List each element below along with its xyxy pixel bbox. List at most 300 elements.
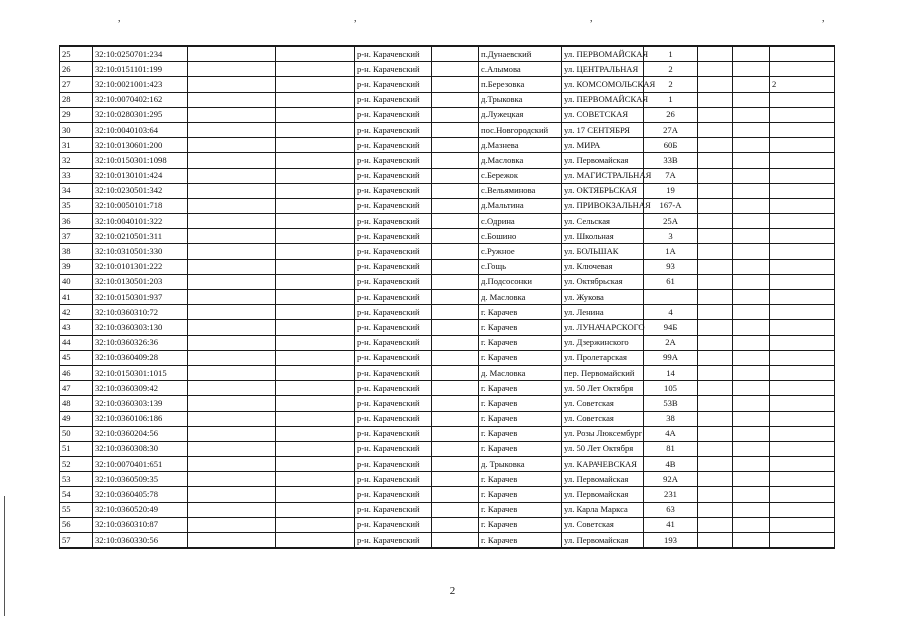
empty-cell	[733, 426, 770, 441]
spacer-cell	[432, 77, 479, 92]
empty-cell	[733, 214, 770, 229]
building-number: 1А	[644, 244, 698, 259]
header-mark: ,	[822, 13, 825, 24]
row-number: 55	[60, 502, 93, 517]
street: ул. Первомайская	[562, 533, 644, 549]
empty-cell	[733, 153, 770, 168]
row-number: 27	[60, 77, 93, 92]
row-number: 41	[60, 290, 93, 305]
empty-cell	[698, 259, 733, 274]
empty-cell	[276, 214, 355, 229]
row-number: 56	[60, 517, 93, 532]
spacer-cell	[432, 381, 479, 396]
empty-cell	[188, 92, 276, 107]
street: ул. ПЕРВОМАЙСКАЯ	[562, 92, 644, 107]
empty-cell	[276, 198, 355, 213]
settlement: с.Одрина	[479, 214, 562, 229]
street: ул. Карла Маркса	[562, 502, 644, 517]
register-rows	[60, 46, 835, 548]
district: р-н. Карачевский	[355, 472, 432, 487]
empty-cell	[698, 487, 733, 502]
street: ул. Ленина	[562, 305, 644, 320]
building-number: 4	[644, 305, 698, 320]
district: р-н. Карачевский	[355, 426, 432, 441]
settlement: д. Масловка	[479, 290, 562, 305]
cadastral-number: 32:10:0150301:1015	[93, 365, 188, 380]
building-number: 2	[644, 77, 698, 92]
spacer-cell	[432, 92, 479, 107]
empty-cell	[188, 138, 276, 153]
street: пер. Первомайский	[562, 365, 644, 380]
district: р-н. Карачевский	[355, 259, 432, 274]
table-row	[60, 533, 835, 549]
district: р-н. Карачевский	[355, 411, 432, 426]
cadastral-number: 32:10:0360520:49	[93, 502, 188, 517]
table-row	[60, 168, 835, 183]
extra-value	[770, 441, 835, 456]
empty-cell	[733, 122, 770, 137]
empty-cell	[276, 502, 355, 517]
street: ул. Розы Люксембург	[562, 426, 644, 441]
empty-cell	[188, 62, 276, 77]
building-number: 63	[644, 502, 698, 517]
settlement: г. Карачев	[479, 411, 562, 426]
empty-cell	[733, 457, 770, 472]
table-row	[60, 305, 835, 320]
building-number: 193	[644, 533, 698, 549]
empty-cell	[733, 335, 770, 350]
empty-cell	[188, 305, 276, 320]
table-row	[60, 365, 835, 380]
empty-cell	[188, 244, 276, 259]
empty-cell	[733, 502, 770, 517]
empty-cell	[188, 107, 276, 122]
building-number: 53В	[644, 396, 698, 411]
row-number: 48	[60, 396, 93, 411]
table-row	[60, 198, 835, 213]
empty-cell	[188, 335, 276, 350]
empty-cell	[698, 107, 733, 122]
empty-cell	[698, 183, 733, 198]
district: р-н. Карачевский	[355, 290, 432, 305]
spacer-cell	[432, 138, 479, 153]
cadastral-number: 32:10:0360405:78	[93, 487, 188, 502]
extra-value	[770, 46, 835, 62]
spacer-cell	[432, 153, 479, 168]
empty-cell	[188, 533, 276, 549]
cadastral-number: 32:10:0050101:718	[93, 198, 188, 213]
empty-cell	[276, 426, 355, 441]
extra-value	[770, 533, 835, 549]
empty-cell	[276, 487, 355, 502]
settlement: п.Березовка	[479, 77, 562, 92]
district: р-н. Карачевский	[355, 441, 432, 456]
extra-value	[770, 305, 835, 320]
empty-cell	[733, 77, 770, 92]
spacer-cell	[432, 502, 479, 517]
district: р-н. Карачевский	[355, 198, 432, 213]
district: р-н. Карачевский	[355, 396, 432, 411]
spacer-cell	[432, 107, 479, 122]
spacer-cell	[432, 198, 479, 213]
street: ул. ПЕРВОМАЙСКАЯ	[562, 46, 644, 62]
settlement: д.Трыковка	[479, 92, 562, 107]
empty-cell	[698, 138, 733, 153]
table-row	[60, 138, 835, 153]
extra-value	[770, 214, 835, 229]
empty-cell	[188, 229, 276, 244]
empty-cell	[188, 365, 276, 380]
street: ул. Советская	[562, 396, 644, 411]
settlement: п.Дунаевский	[479, 46, 562, 62]
table-row	[60, 472, 835, 487]
empty-cell	[733, 259, 770, 274]
empty-cell	[733, 411, 770, 426]
row-number: 25	[60, 46, 93, 62]
empty-cell	[733, 274, 770, 289]
district: р-н. Карачевский	[355, 62, 432, 77]
street: ул. Октябрьская	[562, 274, 644, 289]
cadastral-number: 32:10:0021001:423	[93, 77, 188, 92]
empty-cell	[698, 214, 733, 229]
spacer-cell	[432, 487, 479, 502]
table-row	[60, 320, 835, 335]
empty-cell	[698, 350, 733, 365]
district: р-н. Карачевский	[355, 77, 432, 92]
table-row	[60, 335, 835, 350]
extra-value	[770, 381, 835, 396]
empty-cell	[276, 259, 355, 274]
row-number: 51	[60, 441, 93, 456]
spacer-cell	[432, 259, 479, 274]
district: р-н. Карачевский	[355, 92, 432, 107]
header-mark: ,	[118, 13, 121, 24]
cadastral-number: 32:10:0360204:56	[93, 426, 188, 441]
empty-cell	[698, 457, 733, 472]
empty-cell	[733, 62, 770, 77]
table-row	[60, 46, 835, 62]
empty-cell	[698, 335, 733, 350]
empty-cell	[188, 198, 276, 213]
settlement: д. Трыковка	[479, 457, 562, 472]
spacer-cell	[432, 472, 479, 487]
empty-cell	[733, 183, 770, 198]
empty-cell	[733, 487, 770, 502]
empty-cell	[276, 335, 355, 350]
empty-cell	[698, 305, 733, 320]
empty-cell	[733, 198, 770, 213]
settlement: д.Мазнева	[479, 138, 562, 153]
settlement: г. Карачев	[479, 335, 562, 350]
spacer-cell	[432, 365, 479, 380]
extra-value	[770, 107, 835, 122]
row-number: 42	[60, 305, 93, 320]
empty-cell	[733, 305, 770, 320]
table-row	[60, 244, 835, 259]
spacer-cell	[432, 122, 479, 137]
district: р-н. Карачевский	[355, 457, 432, 472]
district: р-н. Карачевский	[355, 350, 432, 365]
street: ул. Советская	[562, 411, 644, 426]
empty-cell	[188, 457, 276, 472]
empty-cell	[698, 441, 733, 456]
spacer-cell	[432, 229, 479, 244]
empty-cell	[188, 472, 276, 487]
street: ул. Ключевая	[562, 259, 644, 274]
empty-cell	[188, 168, 276, 183]
district: р-н. Карачевский	[355, 244, 432, 259]
empty-cell	[188, 426, 276, 441]
cadastral-number: 32:10:0310501:330	[93, 244, 188, 259]
empty-cell	[733, 350, 770, 365]
extra-value	[770, 229, 835, 244]
empty-cell	[276, 472, 355, 487]
extra-value	[770, 487, 835, 502]
row-number: 50	[60, 426, 93, 441]
building-number: 26	[644, 107, 698, 122]
building-number: 60Б	[644, 138, 698, 153]
table-row	[60, 411, 835, 426]
table-row	[60, 517, 835, 532]
building-number: 231	[644, 487, 698, 502]
street: ул. СОВЕТСКАЯ	[562, 107, 644, 122]
settlement: с.Бошино	[479, 229, 562, 244]
extra-value	[770, 472, 835, 487]
cadastral-number: 32:10:0360303:130	[93, 320, 188, 335]
row-number: 43	[60, 320, 93, 335]
empty-cell	[188, 350, 276, 365]
empty-cell	[276, 533, 355, 549]
extra-value	[770, 457, 835, 472]
header-mark: ,	[354, 13, 357, 24]
building-number: 1	[644, 46, 698, 62]
spacer-cell	[432, 533, 479, 549]
empty-cell	[698, 533, 733, 549]
table-row	[60, 183, 835, 198]
row-number: 28	[60, 92, 93, 107]
street: ул. 50 Лет Октября	[562, 381, 644, 396]
empty-cell	[698, 517, 733, 532]
empty-cell	[276, 107, 355, 122]
empty-cell	[698, 381, 733, 396]
building-number: 2	[644, 62, 698, 77]
extra-value	[770, 153, 835, 168]
spacer-cell	[432, 274, 479, 289]
spacer-cell	[432, 168, 479, 183]
empty-cell	[698, 198, 733, 213]
empty-cell	[733, 396, 770, 411]
building-number: 3	[644, 229, 698, 244]
table-row	[60, 457, 835, 472]
row-number: 30	[60, 122, 93, 137]
spacer-cell	[432, 411, 479, 426]
building-number: 105	[644, 381, 698, 396]
settlement: г. Карачев	[479, 441, 562, 456]
empty-cell	[188, 320, 276, 335]
street: ул. Школьная	[562, 229, 644, 244]
row-number: 26	[60, 62, 93, 77]
empty-cell	[698, 411, 733, 426]
empty-cell	[276, 396, 355, 411]
building-number: 99А	[644, 350, 698, 365]
district: р-н. Карачевский	[355, 533, 432, 549]
empty-cell	[698, 472, 733, 487]
district: р-н. Карачевский	[355, 320, 432, 335]
street: ул. Первомайская	[562, 487, 644, 502]
cadastral-number: 32:10:0250701:234	[93, 46, 188, 62]
street: ул. БОЛЬШАК	[562, 244, 644, 259]
cadastral-number: 32:10:0360509:35	[93, 472, 188, 487]
building-number: 4В	[644, 457, 698, 472]
row-number: 52	[60, 457, 93, 472]
building-number: 27А	[644, 122, 698, 137]
empty-cell	[698, 365, 733, 380]
street: ул. МАГИСТРАЛЬНАЯ	[562, 168, 644, 183]
extra-value	[770, 244, 835, 259]
empty-cell	[733, 92, 770, 107]
table-row	[60, 77, 835, 92]
spacer-cell	[432, 305, 479, 320]
empty-cell	[188, 122, 276, 137]
row-number: 31	[60, 138, 93, 153]
row-number: 45	[60, 350, 93, 365]
empty-cell	[188, 517, 276, 532]
empty-cell	[188, 396, 276, 411]
row-number: 57	[60, 533, 93, 549]
empty-cell	[276, 62, 355, 77]
settlement: г. Карачев	[479, 396, 562, 411]
district: р-н. Карачевский	[355, 138, 432, 153]
empty-cell	[698, 62, 733, 77]
district: р-н. Карачевский	[355, 183, 432, 198]
extra-value	[770, 168, 835, 183]
empty-cell	[698, 396, 733, 411]
row-number: 44	[60, 335, 93, 350]
settlement: д.Подсосонки	[479, 274, 562, 289]
building-number: 33В	[644, 153, 698, 168]
table-row	[60, 214, 835, 229]
building-number: 25А	[644, 214, 698, 229]
extra-value	[770, 138, 835, 153]
building-number: 167-А	[644, 198, 698, 213]
empty-cell	[733, 229, 770, 244]
table-row	[60, 487, 835, 502]
settlement: д.Мальтина	[479, 198, 562, 213]
building-number: 41	[644, 517, 698, 532]
extra-value	[770, 92, 835, 107]
spacer-cell	[432, 441, 479, 456]
row-number: 35	[60, 198, 93, 213]
empty-cell	[733, 533, 770, 549]
table-row	[60, 350, 835, 365]
empty-cell	[698, 502, 733, 517]
empty-cell	[276, 350, 355, 365]
empty-cell	[276, 46, 355, 62]
settlement: г. Карачев	[479, 533, 562, 549]
settlement: с.Гощь	[479, 259, 562, 274]
empty-cell	[698, 229, 733, 244]
empty-cell	[188, 502, 276, 517]
spacer-cell	[432, 214, 479, 229]
empty-cell	[733, 168, 770, 183]
extra-value: 2	[770, 77, 835, 92]
empty-cell	[276, 77, 355, 92]
empty-cell	[698, 122, 733, 137]
settlement: с.Ружное	[479, 244, 562, 259]
table-row	[60, 274, 835, 289]
register-table	[59, 45, 835, 549]
street: ул. Жукова	[562, 290, 644, 305]
empty-cell	[276, 290, 355, 305]
extra-value	[770, 274, 835, 289]
district: р-н. Карачевский	[355, 107, 432, 122]
empty-cell	[698, 46, 733, 62]
empty-cell	[188, 183, 276, 198]
empty-cell	[733, 365, 770, 380]
settlement: г. Карачев	[479, 305, 562, 320]
settlement: пос.Новгородский	[479, 122, 562, 137]
extra-value	[770, 502, 835, 517]
empty-cell	[276, 441, 355, 456]
cadastral-number: 32:10:0130101:424	[93, 168, 188, 183]
table-row	[60, 441, 835, 456]
district: р-н. Карачевский	[355, 502, 432, 517]
extra-value	[770, 411, 835, 426]
empty-cell	[698, 153, 733, 168]
empty-cell	[276, 305, 355, 320]
empty-cell	[188, 487, 276, 502]
table-row	[60, 62, 835, 77]
district: р-н. Карачевский	[355, 365, 432, 380]
empty-cell	[276, 381, 355, 396]
street: ул. 50 Лет Октября	[562, 441, 644, 456]
empty-cell	[276, 168, 355, 183]
cadastral-number: 32:10:0150301:1098	[93, 153, 188, 168]
extra-value	[770, 365, 835, 380]
scan-edge-line	[4, 496, 5, 616]
district: р-н. Карачевский	[355, 487, 432, 502]
empty-cell	[698, 92, 733, 107]
empty-cell	[188, 441, 276, 456]
district: р-н. Карачевский	[355, 274, 432, 289]
cadastral-number: 32:10:0150301:937	[93, 290, 188, 305]
cadastral-number: 32:10:0151101:199	[93, 62, 188, 77]
cadastral-number: 32:10:0360310:87	[93, 517, 188, 532]
table-row	[60, 107, 835, 122]
empty-cell	[733, 517, 770, 532]
spacer-cell	[432, 457, 479, 472]
empty-cell	[698, 77, 733, 92]
empty-cell	[188, 274, 276, 289]
settlement: д.Лужецкая	[479, 107, 562, 122]
district: р-н. Карачевский	[355, 46, 432, 62]
empty-cell	[733, 46, 770, 62]
empty-cell	[276, 365, 355, 380]
settlement: г. Карачев	[479, 502, 562, 517]
empty-cell	[733, 472, 770, 487]
district: р-н. Карачевский	[355, 153, 432, 168]
settlement: г. Карачев	[479, 426, 562, 441]
building-number: 61	[644, 274, 698, 289]
empty-cell	[733, 441, 770, 456]
empty-cell	[276, 183, 355, 198]
cadastral-number: 32:10:0230501:342	[93, 183, 188, 198]
extra-value	[770, 62, 835, 77]
spacer-cell	[432, 46, 479, 62]
table-row	[60, 426, 835, 441]
cadastral-number: 32:10:0130601:200	[93, 138, 188, 153]
row-number: 49	[60, 411, 93, 426]
